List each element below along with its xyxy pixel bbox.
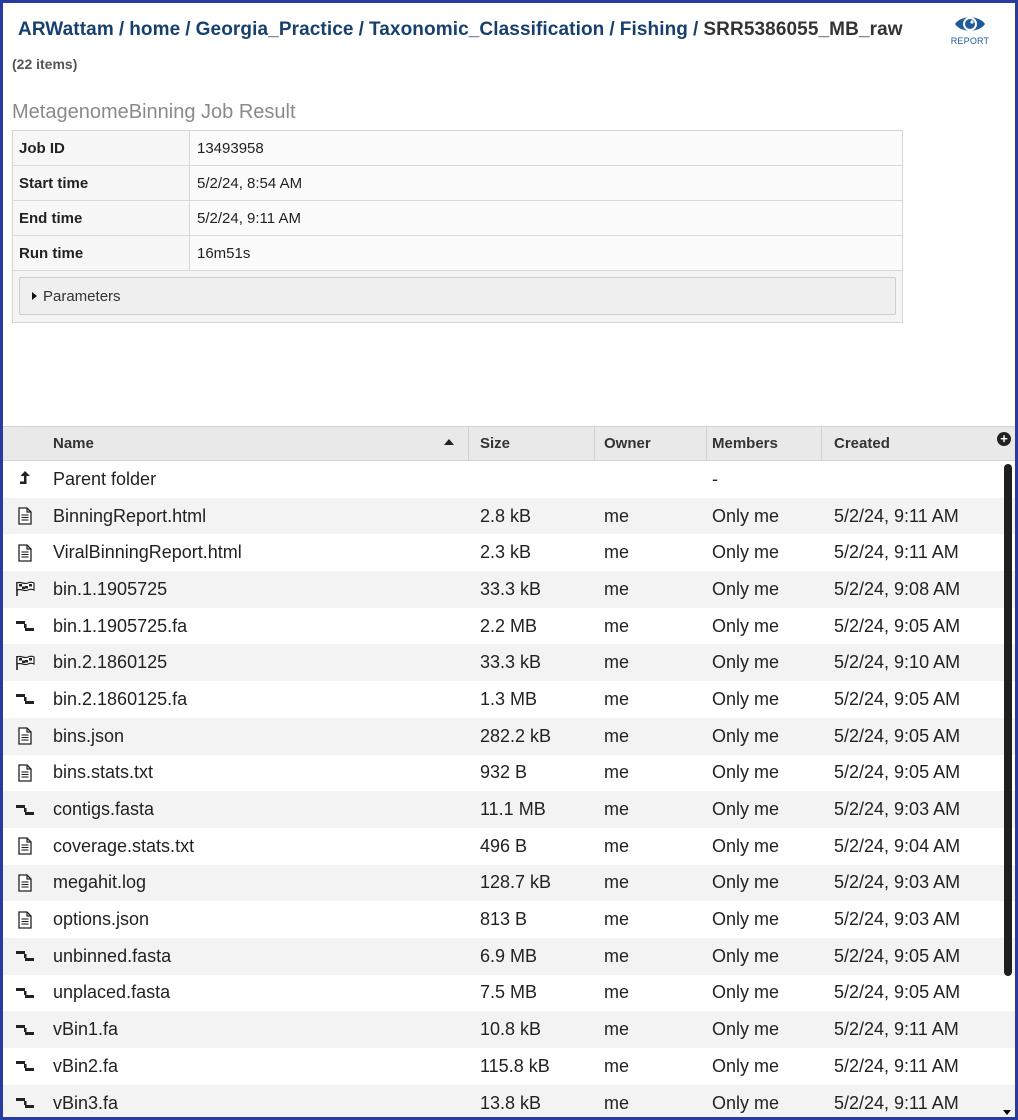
file-name: bin.1.1905725 xyxy=(53,578,168,599)
file-created: 5/2/24, 9:04 AM xyxy=(834,835,961,856)
parent-folder-row[interactable] xyxy=(3,461,1015,498)
contigs-icon xyxy=(3,1085,46,1117)
breadcrumb xyxy=(18,19,915,41)
report-button-label: REPORT xyxy=(950,36,990,46)
parameters-toggle[interactable] xyxy=(19,277,896,315)
file-name: megahit.log xyxy=(53,872,147,893)
table-row[interactable] xyxy=(3,828,1015,865)
sort-ascending-icon xyxy=(444,439,454,445)
file-name: coverage.stats.txt xyxy=(53,835,195,856)
table-row[interactable] xyxy=(3,718,1015,755)
file-size: 6.9 MB xyxy=(480,945,538,966)
file-created: 5/2/24, 9:03 AM xyxy=(834,799,961,820)
table-row[interactable] xyxy=(3,791,1015,828)
file-members: Only me xyxy=(712,982,780,1003)
table-row[interactable] xyxy=(3,608,1015,645)
file-size: 10.8 kB xyxy=(480,1019,542,1040)
breadcrumb-separator: / xyxy=(118,19,125,40)
file-created: 5/2/24, 9:08 AM xyxy=(834,578,961,599)
contigs-icon xyxy=(3,681,46,718)
column-header-size[interactable]: Size xyxy=(469,427,595,460)
file-owner: me xyxy=(604,1092,630,1113)
grid-body xyxy=(3,461,1015,1117)
file-created: 5/2/24, 9:05 AM xyxy=(834,982,961,1003)
file-size: 115.8 kB xyxy=(480,1055,550,1076)
column-header-label: Name xyxy=(53,435,94,452)
file-created: 5/2/24, 9:05 AM xyxy=(834,945,961,966)
contigs-icon xyxy=(3,608,46,645)
file-owner: me xyxy=(604,1019,630,1040)
file-created: 5/2/24, 9:03 AM xyxy=(834,909,961,930)
breadcrumb-link-home[interactable]: home xyxy=(129,19,181,40)
file-owner: me xyxy=(604,945,630,966)
contigs-icon xyxy=(3,1048,46,1085)
document-icon xyxy=(3,718,46,755)
file-name: unbinned.fasta xyxy=(53,945,172,966)
job-row-value: 5/2/24, 8:54 AM xyxy=(190,166,902,200)
file-name: bin.2.1860125 xyxy=(53,652,168,673)
breadcrumb-separator: / xyxy=(693,19,699,40)
file-created: 5/2/24, 9:05 AM xyxy=(834,615,961,636)
job-row-key: Start time xyxy=(13,166,190,200)
breadcrumb-separator: / xyxy=(609,19,615,40)
file-name: vBin1.fa xyxy=(53,1019,119,1040)
file-owner: me xyxy=(604,835,630,856)
job-row-value: 5/2/24, 9:11 AM xyxy=(190,201,902,235)
file-grid xyxy=(3,426,1015,1117)
breadcrumb-link-fishing[interactable]: Fishing xyxy=(619,19,689,40)
file-created: 5/2/24, 9:05 AM xyxy=(834,762,961,783)
table-row[interactable] xyxy=(3,938,1015,975)
table-row[interactable] xyxy=(3,975,1015,1012)
column-header-owner[interactable]: Owner xyxy=(595,427,707,460)
document-icon xyxy=(3,755,46,792)
table-row[interactable] xyxy=(3,755,1015,792)
file-created: 5/2/24, 9:10 AM xyxy=(834,652,961,673)
contigs-icon xyxy=(3,791,46,828)
table-row[interactable] xyxy=(3,681,1015,718)
scroll-down-icon[interactable] xyxy=(1003,1110,1011,1115)
table-row[interactable] xyxy=(3,901,1015,938)
breadcrumb-current: SRR5386055_MB_raw xyxy=(703,19,903,40)
file-created: 5/2/24, 9:11 AM xyxy=(834,1092,959,1113)
eye-icon xyxy=(954,13,986,35)
column-header-members[interactable]: Members xyxy=(707,427,822,460)
file-size: 496 B xyxy=(480,835,528,856)
table-row[interactable] xyxy=(3,1085,1015,1117)
file-members: Only me xyxy=(712,799,780,820)
genome-group-icon xyxy=(3,571,46,608)
genome-group-icon xyxy=(3,644,46,681)
file-name: bin.2.1860125.fa xyxy=(53,688,188,709)
file-members: Only me xyxy=(712,762,780,783)
vertical-scrollbar[interactable] xyxy=(1004,464,1012,976)
caret-right-icon xyxy=(32,292,37,300)
file-members: Only me xyxy=(712,835,780,856)
table-row[interactable] xyxy=(3,498,1015,535)
breadcrumb-separator: / xyxy=(185,19,191,40)
document-icon xyxy=(3,828,46,865)
report-button[interactable] xyxy=(947,13,993,46)
job-row-value: 16m51s xyxy=(190,236,902,270)
file-members: Only me xyxy=(712,578,780,599)
file-owner: me xyxy=(604,909,630,930)
file-owner: me xyxy=(604,688,630,709)
breadcrumb-link-user[interactable]: ARWattam xyxy=(18,19,114,40)
document-icon xyxy=(3,901,46,938)
table-row[interactable] xyxy=(3,644,1015,681)
parameters-wrapper xyxy=(13,271,902,322)
file-name: Parent folder xyxy=(53,468,157,489)
breadcrumb-link-georgia-practice[interactable]: Georgia_Practice xyxy=(195,19,354,40)
file-owner: me xyxy=(604,505,630,526)
file-size: 2.3 kB xyxy=(480,542,532,563)
column-header-created[interactable]: Created xyxy=(834,435,890,452)
file-created: 5/2/24, 9:11 AM xyxy=(834,1019,959,1040)
file-size: 13.8 kB xyxy=(480,1092,542,1113)
file-size: 128.7 kB xyxy=(480,872,552,893)
file-owner: me xyxy=(604,799,630,820)
contigs-icon xyxy=(3,1011,46,1048)
table-row[interactable] xyxy=(3,534,1015,571)
add-column-icon[interactable]: + xyxy=(997,432,1011,446)
file-created: 5/2/24, 9:05 AM xyxy=(834,725,961,746)
job-row-key: Run time xyxy=(13,236,190,270)
file-created: 5/2/24, 9:11 AM xyxy=(834,542,959,563)
table-row[interactable] xyxy=(3,865,1015,902)
file-size: 2.2 MB xyxy=(480,615,538,636)
file-members: Only me xyxy=(712,542,780,563)
file-size: 2.8 kB xyxy=(480,505,532,526)
breadcrumb-separator: / xyxy=(358,19,364,40)
file-owner: me xyxy=(604,652,630,673)
file-created: 5/2/24, 9:11 AM xyxy=(834,505,959,526)
header-icon-cell xyxy=(3,427,46,460)
file-owner: me xyxy=(604,615,630,636)
item-count: (22 items) xyxy=(12,56,78,72)
column-header-name[interactable] xyxy=(46,427,469,460)
job-row-key: Job ID xyxy=(13,131,190,165)
file-members: Only me xyxy=(712,615,780,636)
job-result-title: MetagenomeBinning Job Result xyxy=(12,101,296,123)
document-icon xyxy=(3,498,46,535)
file-created: 5/2/24, 9:05 AM xyxy=(834,688,961,709)
file-size: 11.1 MB xyxy=(480,799,546,820)
contigs-icon xyxy=(3,975,46,1012)
job-row-start-time xyxy=(13,166,902,201)
file-owner: me xyxy=(604,542,630,563)
file-members: - xyxy=(712,468,718,489)
file-members: Only me xyxy=(712,909,780,930)
file-name: contigs.fasta xyxy=(53,799,155,820)
table-row[interactable] xyxy=(3,1048,1015,1085)
file-name: BinningReport.html xyxy=(53,505,207,526)
file-members: Only me xyxy=(712,505,780,526)
file-owner: me xyxy=(604,762,630,783)
file-members: Only me xyxy=(712,945,780,966)
job-row-value: 13493958 xyxy=(190,131,902,165)
file-size: 813 B xyxy=(480,909,528,930)
file-size: 7.5 MB xyxy=(480,982,538,1003)
file-members: Only me xyxy=(712,872,780,893)
file-members: Only me xyxy=(712,1019,780,1040)
file-members: Only me xyxy=(712,725,780,746)
file-members: Only me xyxy=(712,652,780,673)
file-owner: me xyxy=(604,578,630,599)
job-row-id xyxy=(13,131,902,166)
job-info-table xyxy=(12,130,903,323)
file-size: 932 B xyxy=(480,762,528,783)
job-row-end-time xyxy=(13,201,902,236)
file-size: 33.3 kB xyxy=(480,652,542,673)
file-owner: me xyxy=(604,982,630,1003)
table-row[interactable] xyxy=(3,1011,1015,1048)
breadcrumb-link-taxonomic-classification[interactable]: Taxonomic_Classification xyxy=(368,19,605,40)
file-owner: me xyxy=(604,1055,630,1076)
file-name: vBin2.fa xyxy=(53,1055,119,1076)
document-icon xyxy=(3,865,46,902)
file-created xyxy=(822,461,999,498)
file-members: Only me xyxy=(712,1092,780,1113)
file-owner: me xyxy=(604,725,630,746)
file-name: bins.stats.txt xyxy=(53,762,154,783)
job-row-run-time xyxy=(13,236,902,271)
file-name: bins.json xyxy=(53,725,125,746)
file-members: Only me xyxy=(712,1055,780,1076)
file-size: 282.2 kB xyxy=(480,725,552,746)
file-name: ViralBinningReport.html xyxy=(53,542,242,563)
file-size: 1.3 MB xyxy=(480,688,538,709)
document-icon xyxy=(3,534,46,571)
file-size xyxy=(469,461,595,498)
file-owner: me xyxy=(604,872,630,893)
parent-folder-icon xyxy=(3,461,46,498)
table-row[interactable] xyxy=(3,571,1015,608)
file-owner xyxy=(595,461,707,498)
contigs-icon xyxy=(3,938,46,975)
file-created: 5/2/24, 9:11 AM xyxy=(834,1055,959,1076)
file-name: unplaced.fasta xyxy=(53,982,171,1003)
file-name: options.json xyxy=(53,909,150,930)
file-members: Only me xyxy=(712,688,780,709)
file-created: 5/2/24, 9:03 AM xyxy=(834,872,961,893)
header xyxy=(18,19,915,41)
grid-header xyxy=(3,426,1015,461)
file-size: 33.3 kB xyxy=(480,578,542,599)
parameters-label: Parameters xyxy=(43,287,121,305)
file-name: vBin3.fa xyxy=(53,1092,119,1113)
file-name: bin.1.1905725.fa xyxy=(53,615,188,636)
job-row-key: End time xyxy=(13,201,190,235)
